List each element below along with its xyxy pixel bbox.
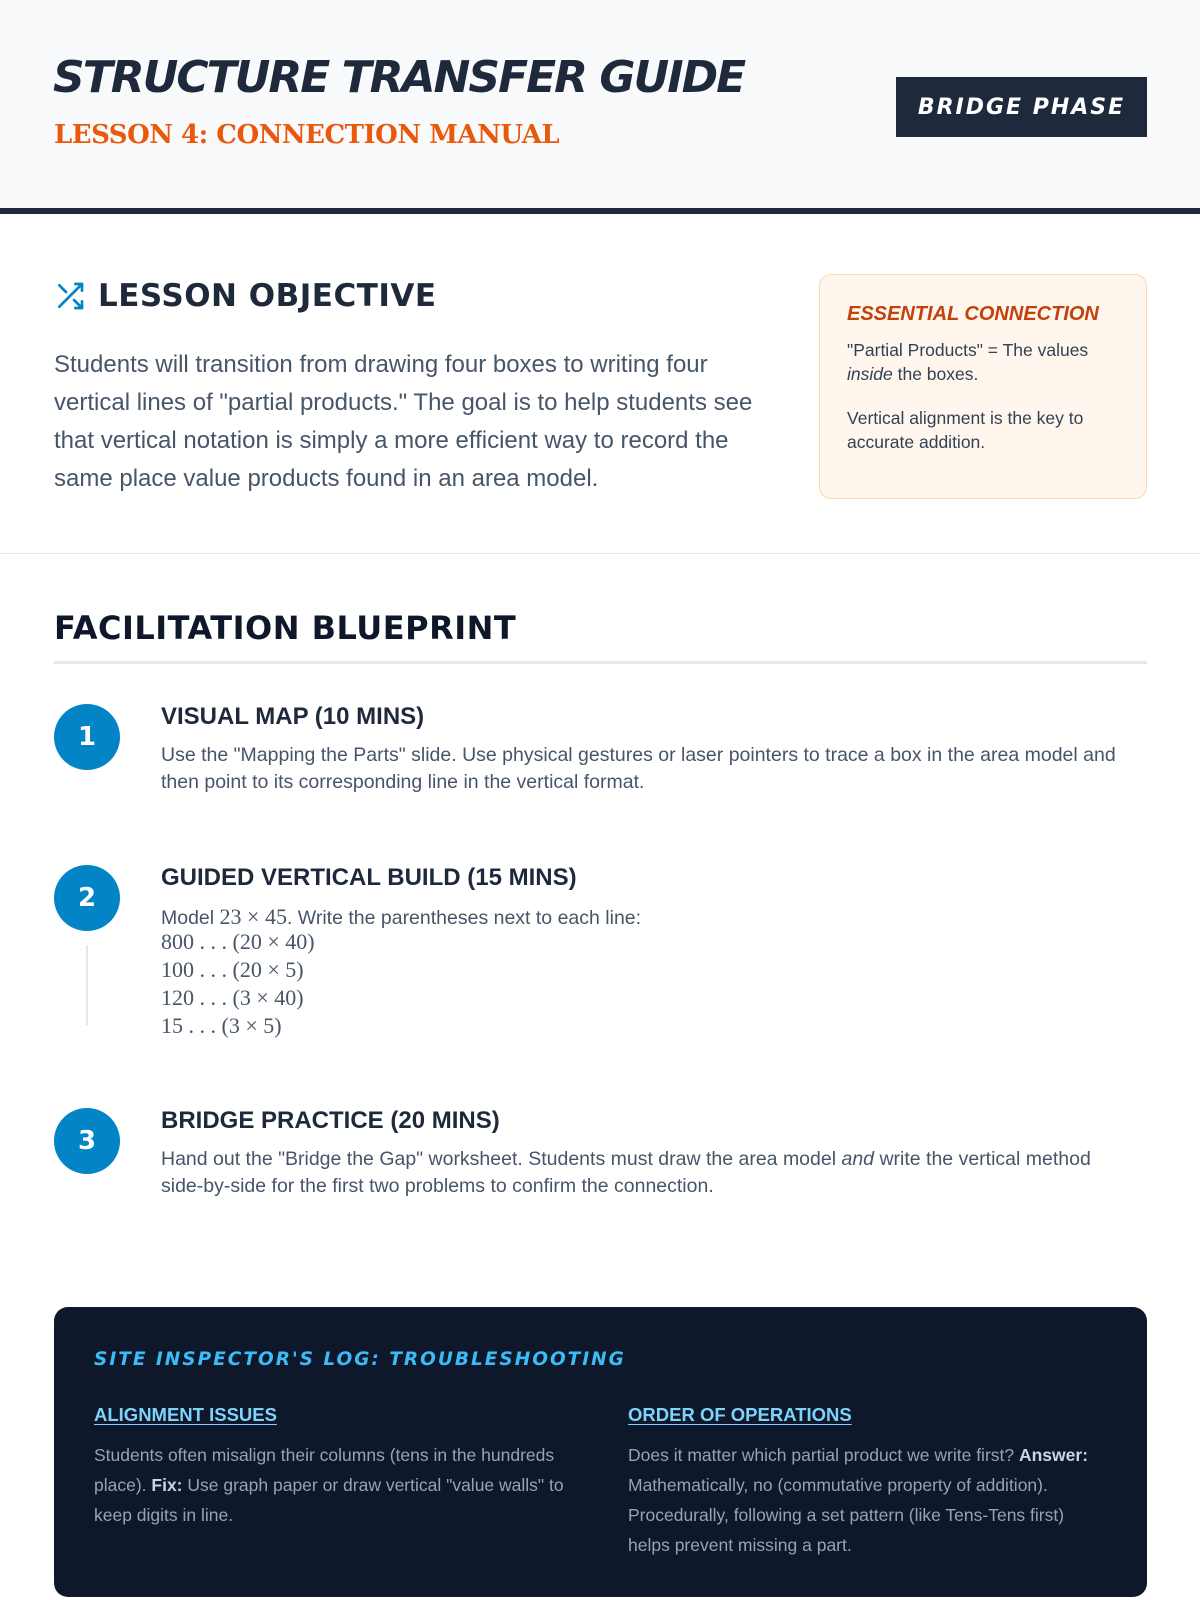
section-divider <box>0 553 1200 554</box>
alignment-text-start: Students often misalign their columns (tens in the hundreds place). <box>94 1445 555 1495</box>
objective-heading: LESSON OBJECTIVE <box>98 278 437 314</box>
essential-connection-title: ESSENTIAL CONNECTION <box>847 303 1099 325</box>
troubleshooting-column-order <box>628 1404 1106 1560</box>
partial-product-line: 15 . . . (3 × 5) <box>161 1013 282 1038</box>
step-2-math: 23 × 45 <box>219 904 287 929</box>
alignment-heading: ALIGNMENT ISSUES <box>94 1404 277 1425</box>
essential-connection-box <box>819 274 1147 499</box>
page-title: STRUCTURE TRANSFER GUIDE <box>53 52 745 103</box>
step-3-description <box>161 1146 1121 1200</box>
step-1-description: Use the "Mapping the Parts" slide. Use physical gestures or laser pointers to trace a box in the area model and then point to its corresponding line in the vertical format. <box>161 744 1116 793</box>
step-2-desc-text: Model <box>161 907 220 929</box>
alignment-text <box>94 1440 572 1530</box>
order-text <box>628 1440 1106 1560</box>
shuffle-icon <box>54 280 86 312</box>
step-3-desc-text: Hand out the "Bridge the Gap" worksheet. Students must draw the area model <box>161 1148 842 1170</box>
objective-text: Students will transition from drawing four boxes to writing four vertical lines of "partial products." The goal is to help students see that vertical notation is simply a more efficient way to record the same place value products found in an area model. <box>54 351 753 492</box>
essential-connection-definition <box>847 338 1119 386</box>
partial-product-line: 120 . . . (3 × 40) <box>161 985 304 1010</box>
step-1-number: 1 <box>54 704 120 770</box>
step-2-connector <box>86 945 88 1025</box>
blueprint-heading: FACILITATION BLUEPRINT <box>54 609 517 647</box>
step-3-number: 3 <box>54 1108 120 1174</box>
page-header <box>0 0 1200 214</box>
step-3-emphasis: and <box>841 1148 875 1170</box>
step-1-title: VISUAL MAP (10 MINS) <box>161 703 425 730</box>
definition-text-end: the boxes. <box>892 364 979 384</box>
definition-text: "Partial Products" = The values <box>847 340 1089 360</box>
step-3-desc-text-end: write the vertical method side-by-side for the first two problems to confirm the connection. <box>161 1148 1091 1197</box>
troubleshooting-title: SITE INSPECTOR'S LOG: TROUBLESHOOTING <box>94 1349 626 1370</box>
step-2-desc-text-end: . Write the parentheses next to each line: <box>286 907 642 929</box>
order-heading: ORDER OF OPERATIONS <box>628 1404 852 1425</box>
page-subtitle: LESSON 4: CONNECTION MANUAL <box>54 120 560 150</box>
alignment-text-end: Use graph paper or draw vertical "value walls" to keep digits in line. <box>94 1475 564 1525</box>
step-2-title: GUIDED VERTICAL BUILD (15 MINS) <box>161 864 577 891</box>
order-text-end: Mathematically, no (commutative property of addition). Procedurally, following a set pattern (like Tens-Tens first) helps prevent missing a part. <box>628 1475 1065 1555</box>
partial-product-line: 100 . . . (20 × 5) <box>161 957 304 982</box>
phase-badge: BRIDGE PHASE <box>896 77 1147 137</box>
order-answer-label: Answer: <box>1018 1445 1089 1465</box>
troubleshooting-panel <box>54 1307 1147 1597</box>
blueprint-rule <box>54 661 1147 664</box>
step-2-number: 2 <box>54 865 120 931</box>
order-text-start: Does it matter which partial product we write first? <box>628 1445 1019 1465</box>
step-3-title: BRIDGE PRACTICE (20 MINS) <box>161 1107 500 1134</box>
definition-emphasis: inside <box>847 364 893 384</box>
partial-product-line: 800 . . . (20 × 40) <box>161 929 315 954</box>
objective-heading-row <box>54 278 437 314</box>
step-2-description <box>161 903 1121 932</box>
essential-connection-note: Vertical alignment is the key to accurate addition. <box>847 408 1084 452</box>
troubleshooting-column-alignment <box>94 1404 572 1530</box>
alignment-fix-label: Fix: <box>151 1475 183 1495</box>
